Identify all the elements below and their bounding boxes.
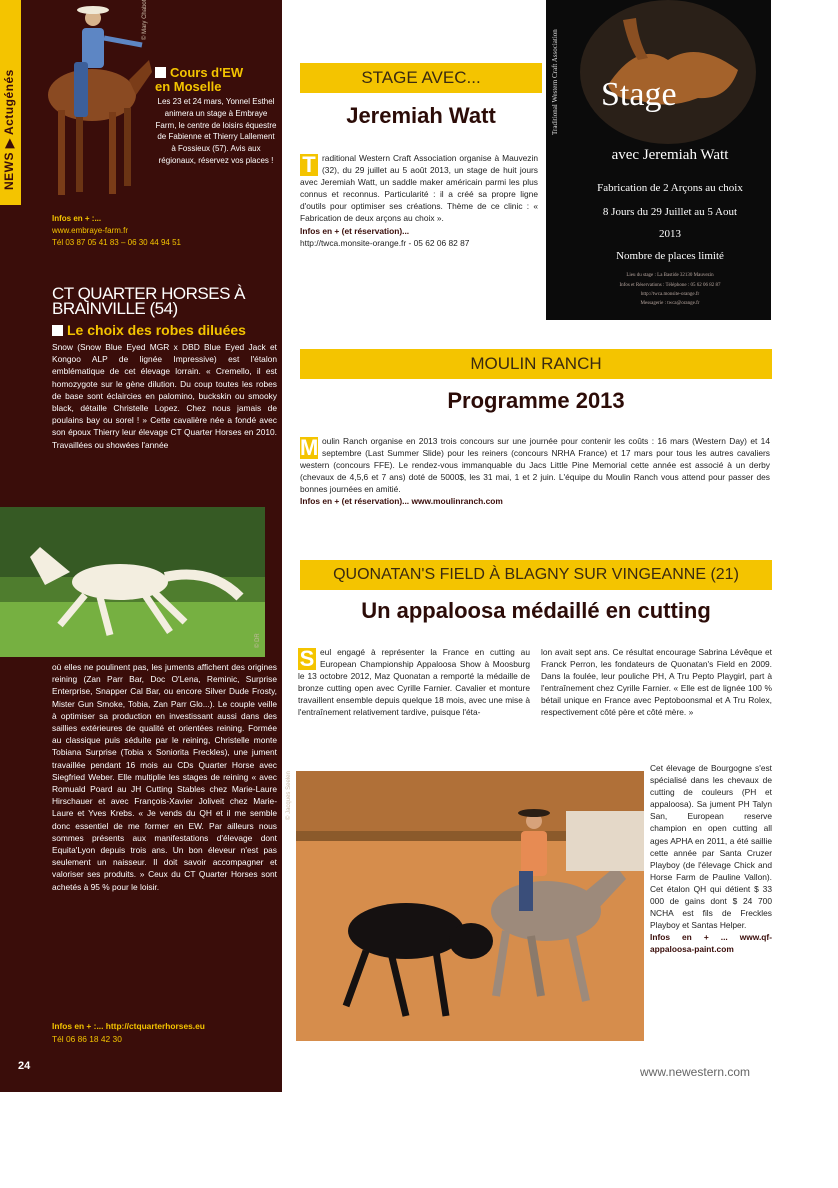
news-section-tab [0, 0, 21, 205]
ad-line4: Nombre de places limité [616, 250, 724, 262]
moselle-body: Les 23 et 24 mars, Yonnel Esthel animera un stage à Embraye Farm, le centre de loisirs équestre de Fabienne et Thierry Lallement à Fossieux (57). Avis aux régionaux, réservez vos places ! [155, 97, 277, 165]
ctq-infos-url[interactable]: http://ctquarterhorses.eu [105, 1021, 205, 1031]
moulin-headline: Programme 2013 [447, 388, 625, 413]
ad-small1: Lieu du stage : La Bastide 32130 Mauvezin [626, 273, 714, 278]
moulin-dropcap: M [300, 435, 319, 460]
quonatan-infos[interactable]: Infos en + ... www.qf-appaloosa-paint.com [650, 932, 772, 955]
ad-small2: Infos et Réservations : Téléphone : 05 62 06 82 87 [619, 283, 721, 288]
ad-line3: 2013 [659, 228, 681, 240]
photo-credit-horse: © DR [255, 633, 261, 648]
ad-avec: avec Jeremiah Watt [611, 147, 729, 163]
news-tab-label: NEWS ▶ Actugénés [2, 69, 16, 190]
quonatan-headline: Un appaloosa médaillé en cutting [361, 598, 711, 623]
moulin-section-band: MOULIN RANCH [300, 349, 772, 379]
quonatan-col3: Cet élevage de Bourgogne s'est spécialisé dans les chevaux de cutting de couleurs (PH et appaloosa). Sa jument PH Talyn San, European reserve champion en open cutting all ages APHA en 2011, a été saillie cette année par Santa Cruzer Playboy (de l'élevage Chick and Horse Farm de Pauline Vallon). Cet étalon QH qui détient $ 33 000 de gains dont $ 24 700 NCHA est fils de Freckles Playboy et Santas Helper. Infos en + ... www.qf-appaloosa-paint.com [650, 763, 772, 955]
photo-credit-cutting: © Jacques Seelen [286, 771, 292, 820]
square-bullet-icon [155, 67, 166, 78]
square-bullet-icon [52, 325, 63, 336]
moselle-infos-tel: Tél 03 87 05 41 83 – 06 30 44 94 51 [52, 238, 181, 247]
quonatan-dropcap: S [299, 646, 315, 671]
moselle-infos [52, 213, 277, 249]
page-number: 24 [18, 1060, 31, 1072]
ctq-title: CT QUARTER HORSES À BRAINVILLE (54) [52, 284, 245, 318]
moulin-infos[interactable]: Infos en + (et réservation)... www.moulinranch.com [300, 496, 503, 507]
cutting-horse-photo [296, 771, 644, 1041]
stage-section-band: STAGE AVEC... [300, 63, 542, 93]
moselle-title: Cours d'EW en Moselle [155, 65, 244, 94]
moselle-article [155, 66, 277, 167]
stage-dropcap: T [300, 154, 318, 176]
ad-vertical-org: Traditional Western Craft Association [551, 29, 559, 135]
ctq-infos-label: Infos en + :... http://ctquarterhorses.eu [52, 1021, 205, 1031]
ad-small3: http://twca.monsite-orange.fr [640, 292, 700, 297]
moselle-infos-url[interactable]: www.embraye-farm.fr [52, 226, 129, 235]
white-horse-photo [0, 507, 265, 657]
stage-infos: Infos en + (et réservation)... [300, 225, 410, 236]
quonatan-section-band: QUONATAN'S FIELD À BLAGNY SUR VINGEANNE (21) [300, 560, 772, 590]
ctq-subtitle: Le choix des robes diluées [52, 322, 246, 338]
ctq-body-part1: Snow (Snow Blue Eyed MGR x DBD Blue Eyed Jack et Kongoo ALP de lignée Impressive) est l'étalon emblématique de cet élevage lorrain. « Cremello, il est homozygote sur le gène dilution. Du coup toutes les robes de base sont éclaircies en palomino, buckskin ou smooky black, détaille Christelle Lopez. Chez nous jamais de poulains bay ou sorel ! » Cette cavalière née a fondé avec son époux Thierry leur élevage CT Quarter Horses en 2010. Travaillées ou showées l'année [52, 342, 277, 450]
quonatan-col1: S eul engagé à représenter la France en cutting au European Championship Appaloosa Show à Moosburg le 13 octobre 2012, Maz Quonatan a remporté la médaille de bronze cutting open avec Cyrille Farnier. Cavalier et monture travaillent ensemble depuis quelque 18 mois, avec une mise à l'entraînement relativement tardive, puisque l'éta- [298, 646, 530, 718]
moulin-body: M oulin Ranch organise en 2013 trois concours sur une journée pour contenir les coûts : 16 mars (Western Day) et 14 septembre (Last Summer Slide) pour les reiners (concours NRHA France) et 17 mars pour tous les autres cavaliers western (concours FFE). Le rendez-vous immanquable du Jacs Little Pine Memorial cette année est associé à un derby (chevaux de 4,5,6 et 7 ans) doté de 5000$, les 31 mai, 1 et 2 juin. L'équipe du Moulin Ranch vous attend pour passer des bonnes journées en amitié. Infos en + (et réservation)... www.moulinranch.com [300, 435, 770, 507]
ctq-body-part2: où elles ne poulinent pas, les juments affichent des origines reining (Zan Parr Bar, Doc O'Lena, Reminic, Surprise Enterprise, Snapper Cal Bar, ou encore Silver Dude Frosty, Mister Gun Smoke, Tobia, Zan Parr Glo...). Le couple veille à optimiser sa production en investissant aussi dans des saillies extérieures de qualité et orientées reining. Formée au classique puis séduite par le reining, Christelle monte Tobiana Surprise (Tobia x Soniorita Freckles), une jument travaillée pendant 16 mois au CDs Quarter Horse avec Siegfried Weber. Elle multiplie les stages de reining « avec Romuald Poard au JH Cutting Stables chez Marie-Laure Hirschauer et avec François-Xavier Joliveit chez Marie-Laure et Yves Krebs. « Je vends du QH et il me semble donc essentiel de me former en EW. Par ailleurs nous sommes présents aux manifestations d'élevage dont Equita'Lyon depuis trois ans. Un bon éleveur n'est pas seulement un naisseur. Il doit savoir accompagner et valoriser ses produits. » Ceux du CT Quarter Horses sont achetés à 95 % pour le loisir. [52, 662, 277, 892]
ctq-infos-tel: Tél 06 86 18 42 30 [52, 1033, 122, 1044]
photo-credit-cowboy: © Mary Chabot [142, 0, 148, 40]
ad-line1: Fabrication de 2 Arçons au choix [597, 182, 743, 194]
ctq-infos [52, 1020, 277, 1045]
cowboy-on-horse-photo [24, 0, 154, 210]
ad-stage-word: Stage [601, 76, 677, 113]
stage-headline: Jeremiah Watt [346, 103, 496, 128]
stage-infos-url[interactable]: http://twca.monsite-orange.fr - 05 62 06 82 87 [300, 237, 470, 248]
footer-website[interactable]: www.newestern.com [640, 1065, 751, 1079]
stage-body: T raditional Western Craft Association organise à Mauvezin (32), du 29 juillet au 5 août 2013, un stage de huit jours avec Jeremiah Watt, un saddle maker américain parmi les plus connus et reconnus. Particularité : il a créé sa propre ligne d'outils pour optimiser ses créations. Thème de ce clinic : « Fabrication de deux arçons au choix ». Infos en + (et réservation)... http://twca.monsite-orange.fr - 05 62 06 82 87 [300, 152, 538, 248]
quonatan-col2: lon avait sept ans. Ce résultat encourage Sabrina Lévêque et Franck Perron, les fondateurs de Quonatan's Field en 2009. Dans la foulée, leur pouliche PH, A Tru Pepto Playgirl, part à l'entraînement chez Cyrille Farnier. « Elle est de lignée 100 % bétail unique en France avec Peptoboonsmal et A Tru Rolex, respectivement côté père et côté mère. » [541, 647, 772, 718]
saddle-image [578, 0, 758, 145]
ad-small4: Messagerie : twca@orange.fr [640, 301, 700, 306]
moselle-infos-label: Infos en + :... [52, 214, 102, 223]
ad-line2: 8 Jours du 29 Juillet au 5 Aout [602, 206, 738, 218]
